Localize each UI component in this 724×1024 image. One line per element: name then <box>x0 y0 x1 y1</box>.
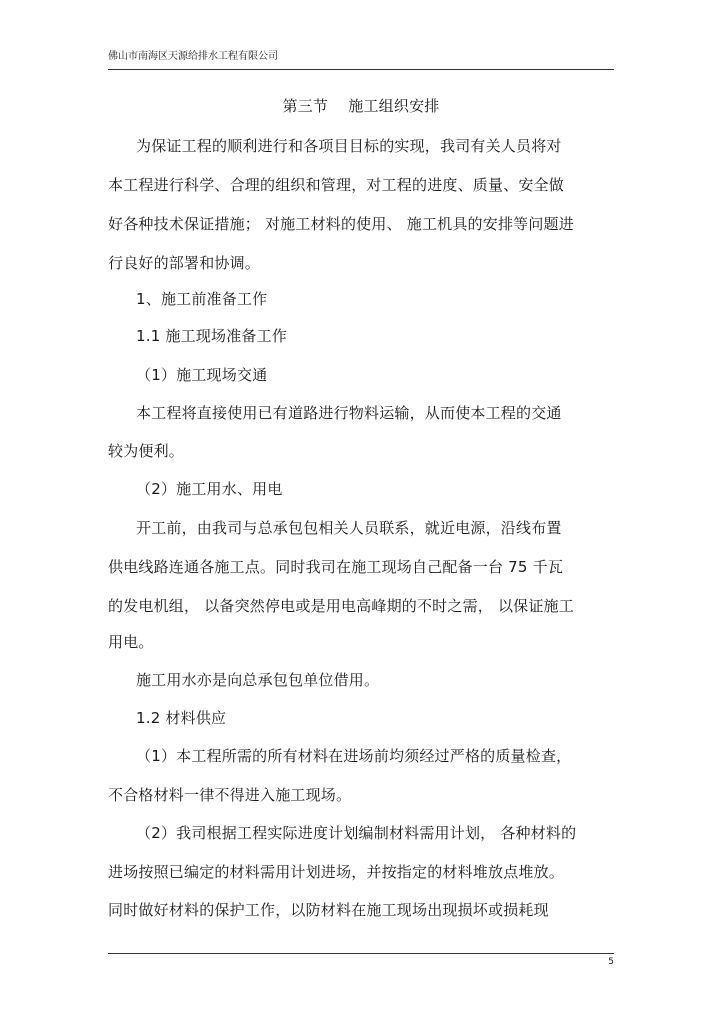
heading-level-1: 1、施工前准备工作 <box>136 290 268 308</box>
paragraph-line: 用电。 <box>108 633 154 651</box>
paragraph-line: 较为便利。 <box>108 442 185 460</box>
paragraph-line: 好各种技术保证措施； 对施工材料的使用、 施工机具的安排等问题进 <box>108 215 574 233</box>
paragraph-line: 本工程将直接使用已有道路进行物料运输，从而使本工程的交通 <box>136 404 562 422</box>
paragraph-line: 不合格材料一律不得进入施工现场。 <box>108 786 352 804</box>
paragraph-line: 行良好的部署和协调。 <box>108 254 261 272</box>
paragraph-line: 为保证工程的顺利进行和各项目目标的实现，我司有关人员将对 <box>136 137 562 155</box>
paragraph-line: （2）我司根据工程实际进度计划编制材料需用计划， 各种材料的 <box>136 824 577 842</box>
heading-level-3: （2）施工用水、用电 <box>136 480 283 498</box>
paragraph-line: 的发电机组， 以备突然停电或是用电高峰期的不时之需， 以保证施工 <box>108 597 574 615</box>
paragraph-line: 本工程进行科学、合理的组织和管理，对工程的进度、质量、安全做 <box>108 176 565 194</box>
paragraph-line: 施工用水亦是向总承包包单位借用。 <box>136 671 380 689</box>
company-name: 佛山市南海区天源给排水工程有限公司 <box>108 51 278 62</box>
paragraph-line: 进场按照已编定的材料需用计划进场，并按指定的材料堆放点堆放。 <box>108 863 565 881</box>
section-title: 第三节 施工组织安排 <box>282 97 440 115</box>
heading-level-2: 1.1 施工现场准备工作 <box>136 327 288 345</box>
paragraph-line: 供电线路连通各施工点。同时我司在施工现场自己配备一台 75 千瓦 <box>108 558 564 576</box>
paragraph-line: （1）本工程所需的所有材料在进场前均须经过严格的质量检查， <box>136 747 572 765</box>
heading-level-2: 1.2 材料供应 <box>136 709 227 727</box>
page-number: 5 <box>608 957 614 967</box>
heading-level-3: （1）施工现场交通 <box>136 366 268 384</box>
paragraph-line: 开工前，由我司与总承包包相关人员联系，就近电源，沿线布置 <box>136 519 562 537</box>
footer-divider <box>108 953 614 954</box>
paragraph-line: 同时做好材料的保护工作，以防材料在施工现场出现损坏或损耗现 <box>108 901 549 919</box>
header-divider <box>108 69 614 70</box>
